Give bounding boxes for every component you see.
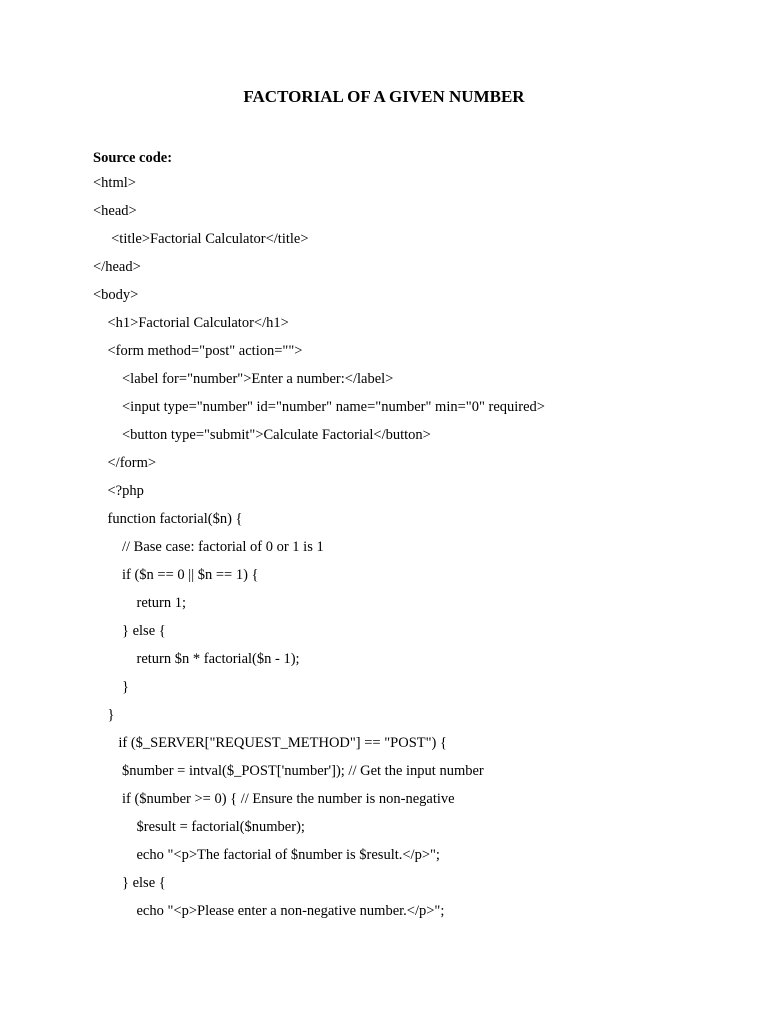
code-line: echo "<p>Please enter a non-negative number.</p>";: [93, 903, 445, 919]
code-line: <h1>Factorial Calculator</h1>: [93, 315, 289, 331]
code-line: $result = factorial($number);: [93, 819, 305, 835]
code-line: <body>: [93, 287, 139, 303]
code-line: } else {: [93, 623, 166, 639]
document-title: FACTORIAL OF A GIVEN NUMBER: [243, 87, 525, 106]
code-line: if ($_SERVER["REQUEST_METHOD"] == "POST") {: [93, 735, 447, 751]
source-code-block: [93, 174, 733, 930]
code-line: <title>Factorial Calculator</title>: [93, 231, 309, 247]
code-line: <form method="post" action="">: [93, 343, 303, 359]
code-line: </head>: [93, 259, 141, 275]
code-line: function factorial($n) {: [93, 511, 243, 527]
code-line: </form>: [93, 455, 157, 471]
code-line: }: [93, 679, 129, 695]
source-code-label: Source code:: [93, 150, 173, 166]
code-line: }: [93, 707, 115, 723]
code-line: <button type="submit">Calculate Factorial</button>: [93, 427, 431, 443]
code-line: } else {: [93, 875, 166, 891]
code-line: <?php: [93, 483, 144, 499]
code-line: // Base case: factorial of 0 or 1 is 1: [93, 539, 324, 555]
code-line: if ($number >= 0) { // Ensure the number is non-negative: [93, 791, 455, 807]
code-line: if ($n == 0 || $n == 1) {: [93, 567, 259, 583]
code-line: $number = intval($_POST['number']); // Get the input number: [93, 763, 484, 779]
code-line: <head>: [93, 203, 137, 219]
code-line: echo "<p>The factorial of $number is $result.</p>";: [93, 847, 440, 863]
code-line: <label for="number">Enter a number:</label>: [93, 371, 394, 387]
code-line: return 1;: [93, 595, 187, 611]
code-line: <input type="number" id="number" name="number" min="0" required>: [93, 399, 545, 415]
code-line: <html>: [93, 175, 136, 191]
code-line: return $n * factorial($n - 1);: [93, 651, 300, 667]
